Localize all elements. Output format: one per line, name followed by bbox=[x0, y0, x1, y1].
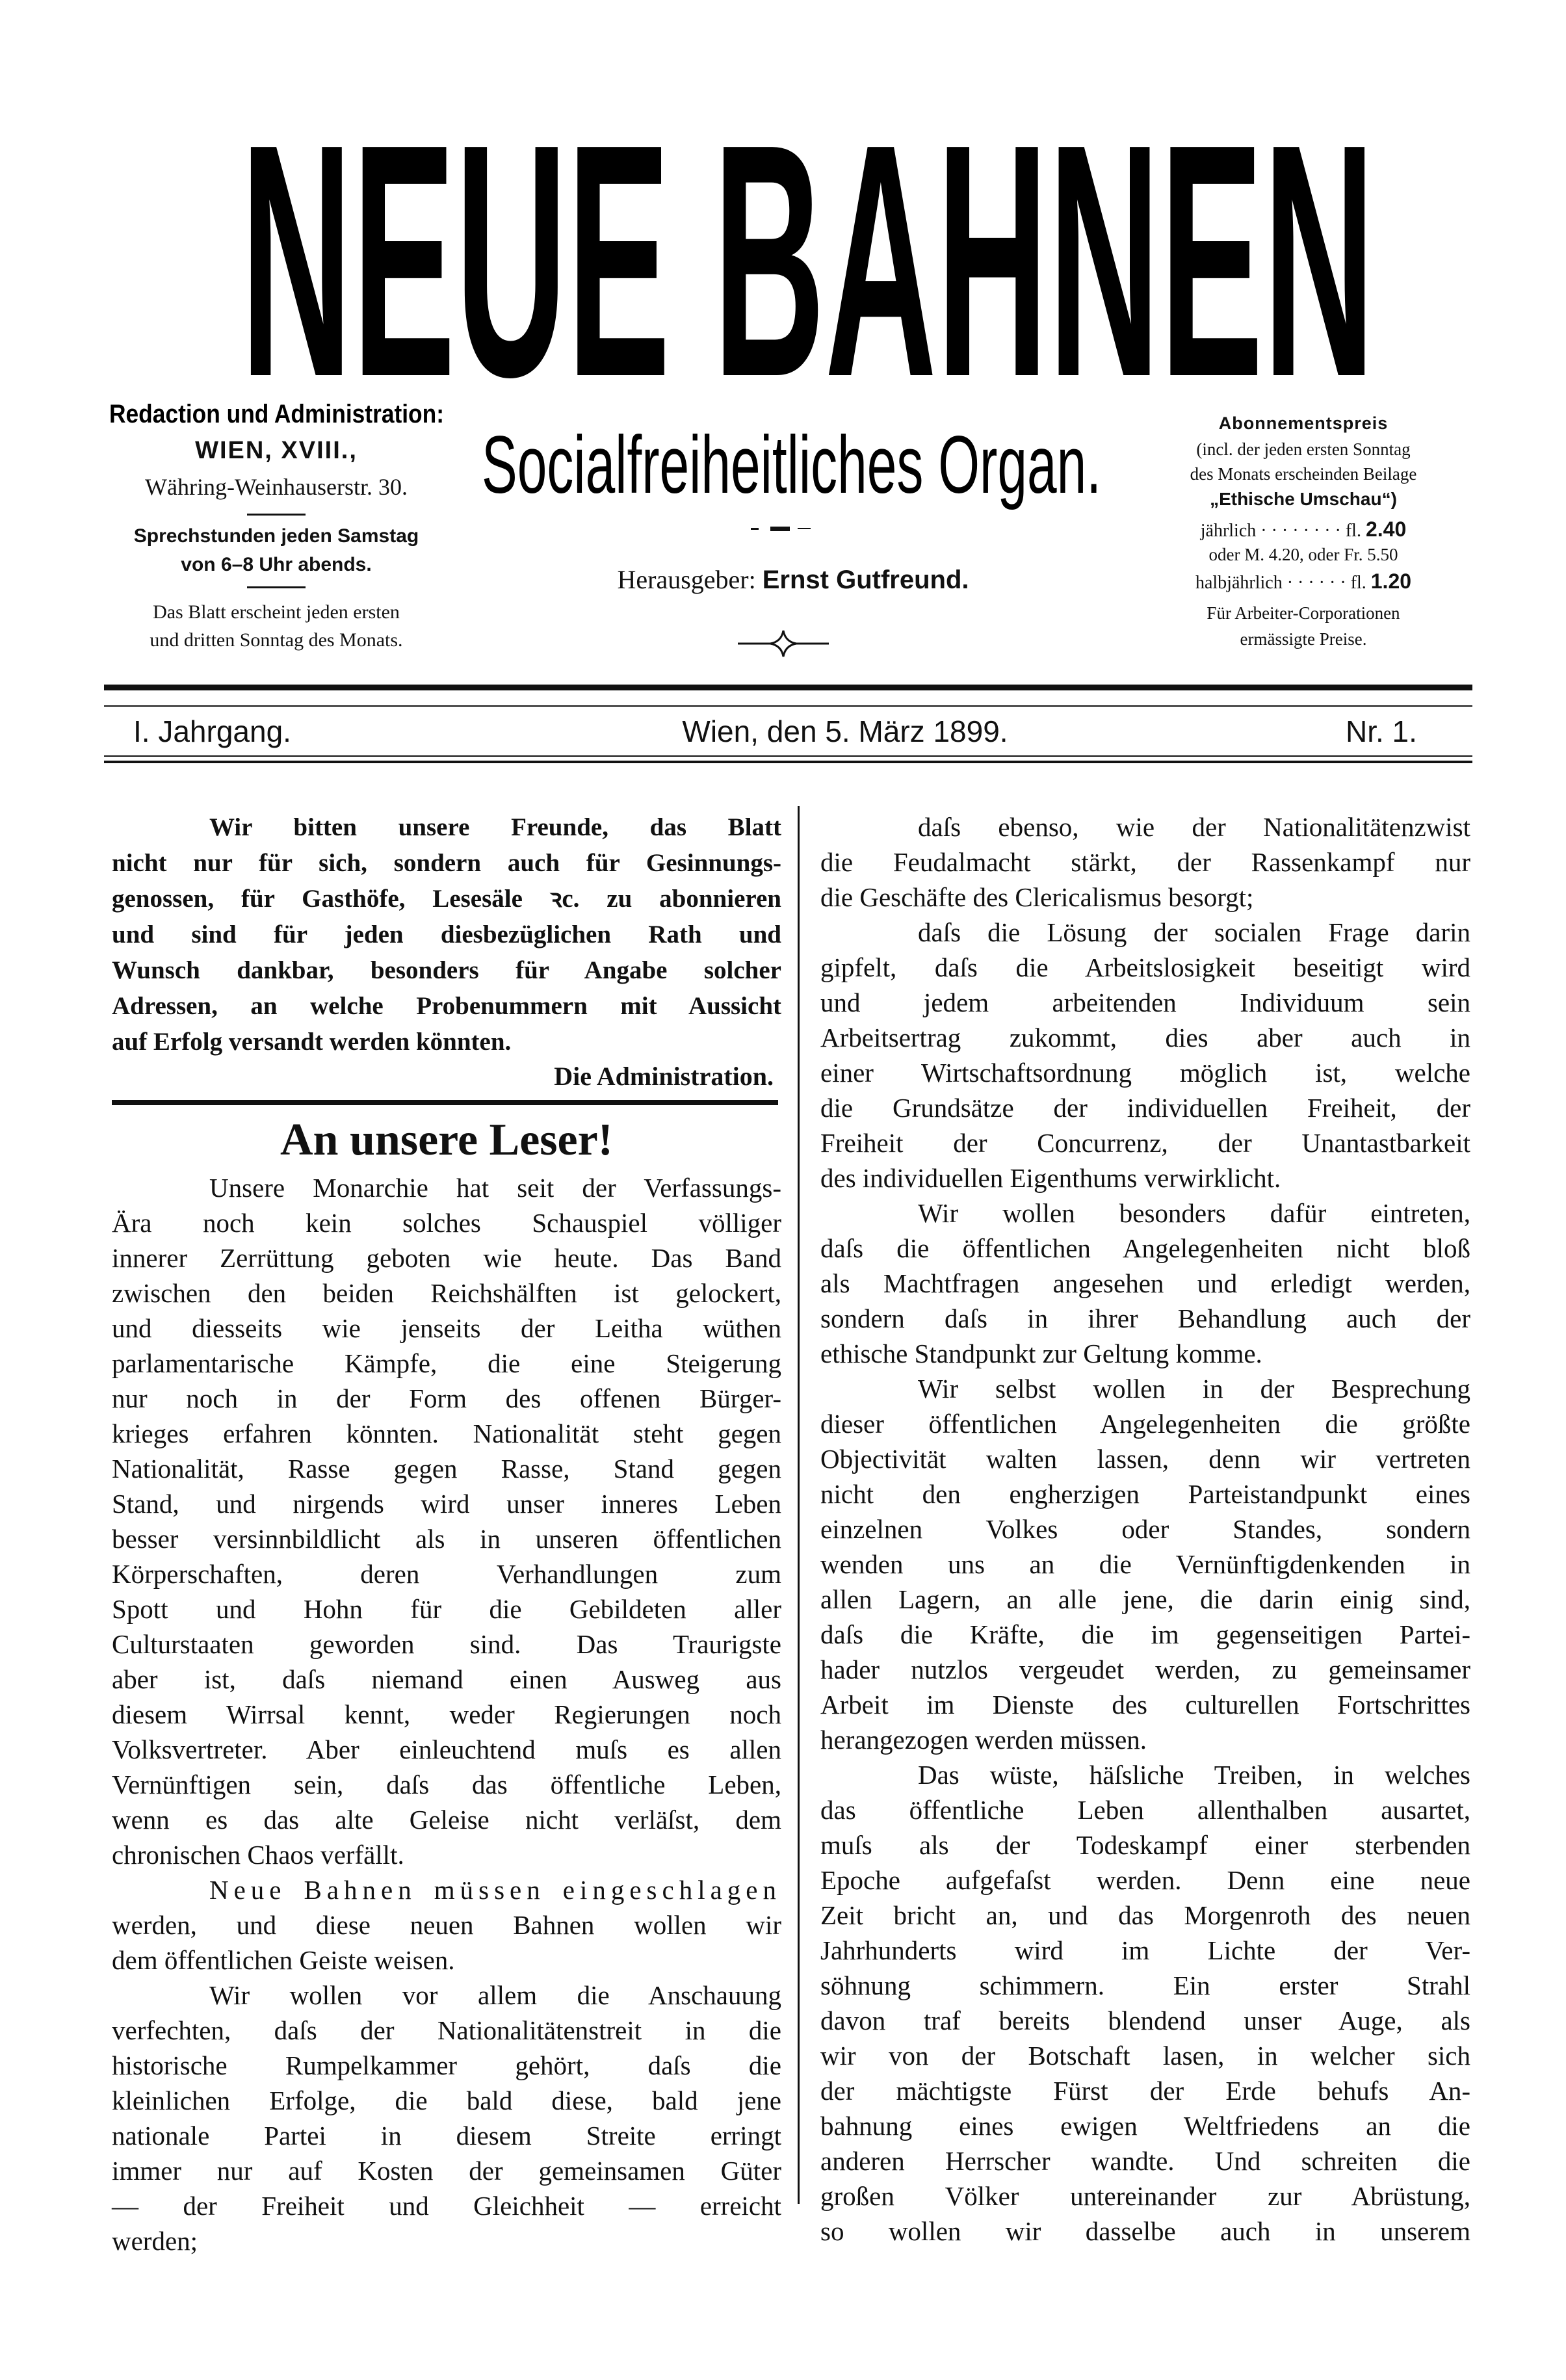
text-line: großen Völker untereinander zur Abrüstung, bbox=[820, 2181, 1470, 2211]
text-line: daſs die Lösung der socialen Frage darin bbox=[918, 917, 1470, 947]
text-line: daſs die Kräfte, die im gegenseitigen Partei- bbox=[820, 1619, 1470, 1649]
text-line: besser versinnbildlicht als in unseren öffentlichen bbox=[112, 1524, 781, 1554]
issue-number: Nr. 1. bbox=[1346, 714, 1417, 748]
text-line: dem öffentlichen Geiste weisen. bbox=[112, 1945, 455, 1975]
text-line: Objectivität walten lassen, denn wir vertreten bbox=[820, 1444, 1470, 1474]
text-line: nationale Partei in diesem Streite erringt bbox=[112, 2121, 781, 2151]
text-line: der mächtigste Fürst der Erde behufs An- bbox=[820, 2076, 1470, 2106]
notice-rule bbox=[112, 1100, 778, 1105]
text-line: Zeit bricht an, und das Morgenroth des neuen bbox=[820, 1900, 1470, 1930]
masthead-rule-thick bbox=[104, 685, 1472, 690]
text-line: dieser öffentlichen Angelegenheiten die größte bbox=[820, 1409, 1470, 1439]
worker-discount: Für Arbeiter-Corporationen bbox=[1207, 603, 1400, 623]
text-line: Epoche aufgefaſst werden. Denn eine neue bbox=[820, 1865, 1470, 1895]
price-half-year bbox=[1134, 569, 1472, 594]
text-line: kleinlichen Erfolge, die bald diese, bald jene bbox=[112, 2086, 781, 2115]
address-street: Währing-Weinhauserstr. 30. bbox=[145, 474, 408, 500]
text-line: Ära noch kein solches Schauspiel völliger bbox=[112, 1208, 781, 1238]
price-half-year-value: 1.20 bbox=[1370, 569, 1412, 593]
price-yearly-label: jährlich · · · · · · · · fl. bbox=[1200, 521, 1361, 541]
subscription-note: (incl. der jeden ersten Sonntag bbox=[1196, 439, 1411, 459]
divider bbox=[247, 586, 306, 588]
text-line: davon traf bereits blendend unser Auge, als bbox=[820, 2006, 1470, 2035]
address-city: WIEN, XVIII., bbox=[195, 437, 358, 464]
text-line: Jahrhunderts wird im Lichte der Ver- bbox=[820, 1935, 1470, 1965]
price-half-year-label: halbjährlich · · · · · · fl. bbox=[1195, 573, 1366, 593]
price-foreign: oder M. 4.20, oder Fr. 5.50 bbox=[1208, 545, 1398, 564]
text-line: Arbeitsertrag zukommt, dies aber auch in bbox=[820, 1023, 1470, 1053]
subscription-note-2: des Monats erscheinden Beilage bbox=[1190, 464, 1417, 484]
divider bbox=[247, 514, 306, 516]
text-line: — der Freiheit und Gleichheit — erreicht bbox=[112, 2191, 781, 2221]
diamond-ornament-icon bbox=[735, 629, 832, 659]
text-line: Unsere Monarchie hat seit der Verfassungs- bbox=[209, 1173, 781, 1203]
publisher bbox=[507, 564, 1079, 595]
text-line: Körperschaften, deren Verhandlungen zum bbox=[112, 1559, 781, 1589]
notice-line: Wir bitten unsere Freunde, das Blatt bbox=[209, 813, 781, 841]
text-line: Arbeit im Dienste des culturellen Fortschrittes bbox=[820, 1690, 1470, 1720]
text-line: anderen Herrscher wandte. Und schreiten die bbox=[820, 2146, 1470, 2176]
text-line: und jedem arbeitenden Individuum sein bbox=[820, 987, 1470, 1017]
text-line: historische Rumpelkammer gehört, daſs die bbox=[112, 2050, 781, 2080]
text-line: nicht den engherzigen Parteistandpunkt eines bbox=[820, 1479, 1470, 1509]
notice-line: nicht nur für sich, sondern auch für Gesinnungs- bbox=[112, 849, 781, 877]
text-line: die Feudalmacht stärkt, der Rassenkampf nur bbox=[820, 847, 1470, 877]
text-line: parlamentarische Kämpfe, die eine Steigerung bbox=[112, 1348, 781, 1378]
masthead bbox=[241, 133, 1375, 380]
masthead-rule-thin bbox=[104, 705, 1472, 707]
text-line: wenn es das alte Geleise nicht verläſst, dem bbox=[112, 1805, 781, 1835]
subtitle: Socialfreiheitliches Organ. bbox=[482, 420, 1101, 510]
text-line: wenden uns an die Vernünftigdenkenden in bbox=[820, 1549, 1470, 1579]
text-line: als Machtfragen angesehen und erledigt werden, bbox=[820, 1268, 1470, 1298]
publisher-label: Herausgeber: bbox=[617, 565, 756, 594]
office-hours-time: von 6–8 Uhr abends. bbox=[181, 554, 372, 575]
text-line: die Grundsätze der individuellen Freiheit, der bbox=[820, 1093, 1470, 1123]
ornament-dash bbox=[751, 528, 813, 530]
text-line: so wollen wir dasselbe auch in unserem bbox=[820, 2216, 1470, 2246]
text-line: aber ist, daſs niemand einen Ausweg aus bbox=[112, 1664, 781, 1694]
text-line: muſs als der Todeskampf einer sterbenden bbox=[820, 1830, 1470, 1860]
text-line: wir von der Botschaft lasen, in welcher sich bbox=[820, 2041, 1470, 2071]
subscription-heading: Abonnementspreis bbox=[1218, 413, 1389, 433]
text-line: söhnung schimmern. Ein erster Strahl bbox=[820, 1970, 1470, 2000]
text-line: Stand, und nirgends wird unser inneres Leben bbox=[112, 1489, 781, 1519]
text-line: sondern daſs in ihrer Behandlung auch der bbox=[820, 1303, 1470, 1333]
text-line: chronischen Chaos verfällt. bbox=[112, 1840, 404, 1870]
redaction-label: Redaction und Administration: bbox=[109, 400, 444, 428]
volume: I. Jahrgang. bbox=[133, 714, 291, 748]
redaction-label-box bbox=[109, 397, 444, 429]
text-line: und diesseits wie jenseits der Leitha wüthen bbox=[112, 1313, 781, 1343]
masthead-title: NEUE BAHNEN bbox=[241, 133, 1375, 380]
worker-discount-2: ermässigte Preise. bbox=[1240, 629, 1367, 649]
text-line: immer nur auf Kosten der gemeinsamen Güter bbox=[112, 2156, 781, 2186]
text-line: Freiheit der Concurrenz, der Unantastbarkeit bbox=[820, 1128, 1470, 1158]
text-line: diesem Wirrsal kennt, weder Regierungen noch bbox=[112, 1699, 781, 1729]
text-line: werden, und diese neuen Bahnen wollen wir bbox=[112, 1910, 781, 1940]
price-yearly bbox=[1134, 517, 1472, 542]
text-line: Wir wollen vor allem die Anschauung bbox=[209, 1980, 781, 2010]
text-line: herangezogen werden müssen. bbox=[820, 1725, 1147, 1755]
text-line: bahnung eines ewigen Weltfriedens an die bbox=[820, 2111, 1470, 2141]
text-line: verfechten, daſs der Nationalitätenstreit in die bbox=[112, 2015, 781, 2045]
text-line: Wir wollen besonders dafür eintreten, bbox=[918, 1198, 1470, 1228]
office-hours: Sprechstunden jeden Samstag bbox=[133, 525, 419, 547]
supplement-name: „Ethische Umschau“) bbox=[1210, 489, 1397, 509]
publication-schedule-2: und dritten Sonntag des Monats. bbox=[150, 629, 403, 651]
text-line: Nationalität, Rasse gegen Rasse, Stand gegen bbox=[112, 1454, 781, 1484]
text-line: ethische Standpunkt zur Geltung komme. bbox=[820, 1339, 1262, 1368]
text-line: gipfelt, daſs die Arbeitslosigkeit beseitigt wird bbox=[820, 952, 1470, 982]
text-line: nur noch in der Form des offenen Bürger- bbox=[112, 1383, 781, 1413]
notice-line: und sind für jeden diesbezüglichen Rath und bbox=[112, 921, 781, 948]
column-divider bbox=[798, 806, 800, 2204]
text-line: einer Wirtschaftsordnung möglich ist, welche bbox=[820, 1058, 1470, 1088]
notice-signature: Die Administration. bbox=[554, 1062, 774, 1091]
text-line: allen Lagern, an alle jene, die darin einig sind, bbox=[820, 1584, 1470, 1614]
text-line: daſs ebenso, wie der Nationalitätenzwist bbox=[918, 812, 1470, 842]
publication-schedule: Das Blatt erscheint jeden ersten bbox=[153, 601, 400, 623]
publisher-name: Ernst Gutfreund. bbox=[762, 566, 969, 594]
text-line: krieges erfahren könnten. Nationalität steht gegen bbox=[112, 1419, 781, 1448]
text-line: daſs die öffentlichen Angelegenheiten nicht bloß bbox=[820, 1233, 1470, 1263]
text-line: zwischen den beiden Reichshälften ist gelockert, bbox=[112, 1278, 781, 1308]
text-line: hader nutzlos vergeudet werden, zu gemeinsamer bbox=[820, 1654, 1470, 1684]
text-line: das öffentliche Leben allenthalben ausartet, bbox=[820, 1795, 1470, 1825]
notice-line: genossen, für Gasthöfe, Lesesäle ꝛc. zu abonnieren bbox=[112, 885, 781, 913]
article-column-left bbox=[112, 1170, 781, 2258]
text-line: Culturstaaten geworden sind. Das Traurigste bbox=[112, 1629, 781, 1659]
subscription-notice bbox=[112, 809, 781, 1060]
text-line: Volksvertreter. Aber einleuchtend muſs es allen bbox=[112, 1734, 781, 1764]
price-yearly-value: 2.40 bbox=[1365, 517, 1407, 541]
dateline-rule bbox=[104, 755, 1472, 757]
text-line: Das wüste, häſsliche Treiben, in welches bbox=[918, 1760, 1470, 1790]
text-line: Neue Bahnen müssen eingeschlagen bbox=[209, 1875, 781, 1905]
subtitle-box bbox=[482, 416, 1101, 520]
notice-line: Wunsch dankbar, besonders für Angabe solcher bbox=[112, 956, 781, 984]
text-line: Vernünftigen sein, daſs das öffentliche Leben, bbox=[112, 1770, 781, 1799]
text-line: innerer Zerrüttung geboten wie heute. Das Band bbox=[112, 1243, 781, 1273]
notice-line: auf Erfolg versandt werden könnten. bbox=[112, 1028, 512, 1056]
text-line: die Geschäfte des Clericalismus besorgt; bbox=[820, 882, 1254, 912]
dateline-rule-2 bbox=[104, 761, 1472, 763]
notice-line: Adressen, an welche Probenummern mit Aussicht bbox=[112, 992, 781, 1020]
text-line: des individuellen Eigenthums verwirklicht. bbox=[820, 1163, 1281, 1193]
issue-date: Wien, den 5. März 1899. bbox=[682, 714, 1008, 748]
text-line: werden; bbox=[112, 2226, 198, 2256]
text-line: Spott und Hohn für die Gebildeten aller bbox=[112, 1594, 781, 1624]
text-line: einzelnen Volkes oder Standes, sondern bbox=[820, 1514, 1470, 1544]
article-column-right bbox=[820, 809, 1470, 2249]
text-line: Wir selbst wollen in der Besprechung bbox=[918, 1374, 1470, 1404]
article-title: An unsere Leser! bbox=[280, 1115, 613, 1165]
